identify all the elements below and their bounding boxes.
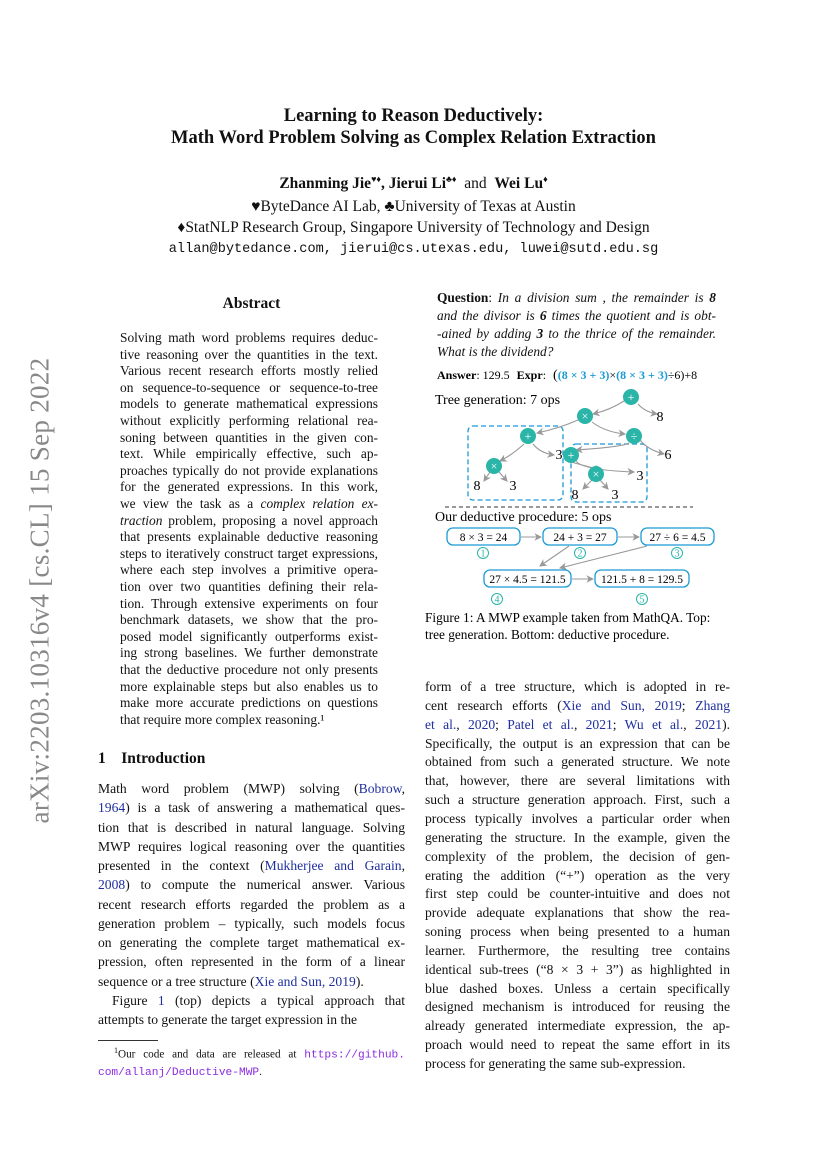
- text-span: on sequence-to-sequence or sequence-to-tree: [120, 379, 378, 395]
- text-span: 8: [709, 290, 716, 305]
- tree-node-left-plus: [520, 428, 536, 444]
- citation-link[interactable]: 2008: [98, 877, 126, 893]
- author-marks: ♣♦: [446, 174, 457, 184]
- text-span: ;: [681, 697, 696, 713]
- text-span: text. While empirically effective, such ap-: [120, 446, 378, 462]
- text-span: models to generate mathematical expressions: [120, 396, 378, 412]
- citation-link[interactable]: Zhang: [695, 697, 730, 713]
- citation-link[interactable]: 2021: [694, 716, 723, 732]
- text-span: soning process when being presented to a human: [425, 924, 730, 940]
- footnote-end: .: [259, 1065, 262, 1078]
- text-span: 6: [539, 308, 547, 323]
- text-span: first step could be counter-intuitive and does not: [425, 886, 730, 902]
- section-number: 1: [98, 750, 106, 767]
- citation-link[interactable]: 2020: [467, 716, 496, 732]
- affiliation-1: ♥ByteDance AI Lab, ♣University of Texas at Austin: [251, 198, 576, 215]
- citation-link[interactable]: et al.: [425, 716, 457, 732]
- deductive-step: [484, 570, 571, 606]
- tree-node-right-plus: [563, 447, 579, 463]
- abstract-heading: Abstract: [222, 295, 281, 312]
- step-number: 5: [639, 594, 645, 606]
- text-span: soning between quantities in the given con-: [120, 429, 378, 445]
- expr-highlight-2: (8 × 3 + 3): [616, 368, 668, 382]
- tree-node-right-mul: [588, 466, 604, 482]
- citation-link[interactable]: 1: [157, 992, 165, 1008]
- tree-node-root: [623, 389, 639, 405]
- tree-leaf: 6: [664, 448, 672, 463]
- tree-generation-label: Tree generation: 7 ops: [435, 393, 561, 408]
- svg-text:+: +: [567, 448, 575, 462]
- citation-link[interactable]: Patel et al.: [507, 716, 574, 732]
- text-span: tive reasoning over the quantities in the text.: [120, 346, 378, 362]
- answer-value: : 129.5: [476, 368, 510, 382]
- text-span: pression, often represented in the form of a linear: [98, 954, 405, 970]
- text-span: tion over two quantities defining their rela-: [120, 579, 378, 594]
- citation-link[interactable]: Wu et al.: [624, 716, 684, 732]
- text-span: proaches typically do not provide explanations: [120, 462, 378, 478]
- text-span: where each step involves a primitive opera-: [120, 562, 378, 578]
- text-span: Math word problem (MWP) solving (: [98, 781, 359, 796]
- text-span: -ained by adding: [437, 326, 537, 341]
- section-title: Introduction: [121, 750, 206, 767]
- deductive-label: Our deductive procedure: 5 ops: [435, 510, 612, 525]
- text-span: make more accurate predictions on questions: [120, 695, 378, 711]
- text-span: that presents explainable deductive reasoning: [120, 529, 378, 545]
- text-span: we view the task as a: [120, 496, 261, 511]
- text-span: steps to iteratively construct target expressions,: [120, 545, 378, 561]
- text-span: ing strong baselines. We further demonstrate: [120, 645, 378, 661]
- title-line-1: Learning to Reason Deductively:: [283, 106, 544, 126]
- footnote-text: Our code and data are released at: [118, 1048, 305, 1061]
- answer-label: Answer: [437, 368, 477, 382]
- tree-leaf: 8: [656, 410, 664, 425]
- expr-highlight-1: (8 × 3 + 3): [557, 368, 610, 382]
- text-span: and the divisor is: [437, 308, 540, 323]
- text-span: ,: [456, 716, 468, 732]
- tree-leaf: 3: [611, 488, 619, 503]
- svg-text:×: ×: [592, 467, 600, 481]
- author-marks: ♥♦: [371, 174, 381, 184]
- text-span: attempts to generate the target expression in the: [98, 1012, 358, 1027]
- text-span: ) is a task of answering a mathematical ques-: [125, 800, 405, 816]
- step-number: 1: [480, 548, 486, 560]
- citation-link[interactable]: 2021: [585, 716, 613, 732]
- text-span: (top) depicts a typical approach that: [164, 992, 405, 1008]
- tree-leaf: 8: [571, 488, 579, 503]
- citation-link[interactable]: Xie and Sun, 2019: [561, 697, 682, 713]
- citation-link[interactable]: Mukherjee and Garain: [264, 858, 402, 873]
- text-span: proach would need to repeat the same effort in its: [425, 1037, 730, 1053]
- author-name: Jierui Li: [388, 175, 447, 193]
- text-span: generation problem – typically, such models focus: [98, 915, 405, 931]
- svg-text:×: ×: [581, 409, 589, 423]
- tree-node-mul: [577, 408, 593, 424]
- expr-colon: :: [542, 368, 547, 382]
- text-span: ,: [401, 781, 405, 796]
- text-span: process for generating the same sub-expression.: [425, 1056, 686, 1071]
- svg-text:÷: ÷: [630, 429, 638, 443]
- author-and: and: [464, 175, 487, 193]
- text-span: form of a tree structure, which is adopted in re-: [425, 679, 730, 694]
- text-span: traction: [120, 512, 163, 528]
- figure-caption-line-1: Figure 1: A MWP example taken from MathQA. Top:: [425, 610, 711, 625]
- text-span: MWP requires logical reasoning over the quantities: [98, 838, 405, 854]
- text-span: complex relation ex-: [260, 496, 378, 511]
- figure-caption-line-2: tree generation. Bottom: deductive procedure.: [425, 627, 670, 642]
- author-name: Wei Lu: [494, 175, 544, 193]
- step-expression: 121.5 + 8 = 129.5: [601, 574, 683, 586]
- step-number: 4: [494, 594, 500, 606]
- text-span: ) to compute the numerical answer. Various: [125, 877, 405, 893]
- text-span: recent research efforts regarded the problem as a: [98, 896, 405, 912]
- text-span: benchmark datasets, we show that the pro-: [120, 612, 378, 628]
- text-span: sequence or a tree structure (: [98, 973, 255, 989]
- tree-leaf: 3: [555, 448, 563, 463]
- text-span: Various recent research efforts mostly relied: [120, 363, 378, 379]
- text-span: Figure: [112, 992, 158, 1008]
- text-span: provide adequate explanations that show the rea-: [425, 905, 730, 921]
- text-span: tion that is described in natural language. Solving: [98, 819, 405, 835]
- author-marks: ♦: [543, 174, 548, 184]
- svg-text:+: +: [524, 429, 532, 443]
- author-name: Zhanming Jie: [279, 175, 372, 193]
- text-span: blue dashed boxes. Unless a certain specifically: [425, 980, 730, 996]
- text-span: ,: [683, 716, 695, 732]
- citation-link[interactable]: 1964: [98, 800, 126, 816]
- text-span: :: [488, 290, 498, 305]
- text-span: designed mechanism is introduced for reusing the: [425, 999, 730, 1015]
- tree-node-left-mul: [486, 458, 502, 474]
- text-span: already generated intermediate expression, the ap-: [425, 1018, 730, 1034]
- step-expression: 24 + 3 = 27: [553, 532, 607, 544]
- text-span: obtained from such a generated structure. We note: [425, 754, 730, 770]
- text-span: on generating the complete target mathematical ex-: [98, 935, 405, 950]
- footnote-url[interactable]: https://github.: [304, 1049, 405, 1062]
- step-number: 2: [577, 548, 583, 560]
- step-number: 3: [674, 548, 680, 560]
- expr-label: Expr: [516, 368, 543, 382]
- author-sep: ,: [381, 175, 385, 193]
- tree-leaf: 3: [636, 469, 644, 484]
- text-span: times the quotient and is obt-: [546, 308, 716, 323]
- text-span: such a structure generation approach. First, such a: [425, 792, 730, 808]
- svg-text:×: ×: [490, 459, 498, 473]
- text-span: process typically involves a particular order when: [425, 810, 730, 826]
- step-expression: 27 × 4.5 = 121.5: [489, 574, 566, 586]
- tree-leaf: 3: [509, 479, 517, 494]
- text-span: that, however, there are several limitations with: [425, 773, 730, 789]
- deductive-step: [641, 528, 714, 560]
- text-span: What is the dividend?: [437, 344, 554, 359]
- text-span: learner. Furthermore, the resulting tree contains: [425, 942, 730, 958]
- deductive-step: [543, 528, 617, 560]
- citation-link[interactable]: Xie and Sun, 2019: [254, 973, 356, 989]
- svg-text:+: +: [627, 390, 635, 404]
- author-emails: allan@bytedance.com, jierui@cs.utexas.edu, luwei@sutd.edu.sg: [168, 242, 659, 257]
- title-line-2: Math Word Problem Solving as Complex Relation Extraction: [171, 128, 656, 148]
- text-span: ).: [722, 716, 731, 732]
- text-span: erating the addition (“+”) operation as the very: [425, 867, 730, 883]
- citation-link[interactable]: Bobrow: [358, 781, 402, 796]
- text-span: identical sub-trees (“8 × 3 + 3”) as highlighted in: [425, 961, 730, 977]
- text-span: In a division sum , the remainder is: [497, 290, 710, 305]
- deductive-step: [447, 528, 520, 560]
- text-span: Solving math word problems requires deduc-: [120, 330, 378, 345]
- text-span: that the deductive procedure not only presents: [120, 662, 378, 677]
- affiliation-2: ♦StatNLP Research Group, Singapore University of Technology and Design: [177, 219, 650, 236]
- text-span: Question: [437, 290, 489, 305]
- step-expression: 8 × 3 = 24: [459, 532, 508, 544]
- text-span: that require more complex reasoning.¹: [120, 711, 325, 727]
- deductive-step: [595, 570, 689, 606]
- text-span: presented in the context (: [98, 858, 265, 873]
- text-span: ,: [401, 858, 405, 873]
- text-span: ;: [495, 716, 508, 732]
- tree-leaf: 8: [473, 479, 481, 494]
- arxiv-identifier: arXiv:2203.10316v4 [cs.CL] 15 Sep 2022: [24, 357, 55, 824]
- footnote-mark: 1: [114, 1046, 118, 1055]
- text-span: tion. Through extensive experiments on four: [120, 595, 378, 611]
- step-expression: 27 ÷ 6 = 4.5: [649, 532, 706, 544]
- tree-node-div: [626, 428, 642, 444]
- text-span: to the thrice of the remainder.: [543, 326, 716, 341]
- text-span: problem, proposing a novel approach: [162, 512, 378, 528]
- text-span: cent research efforts (: [425, 697, 562, 713]
- text-span: complexity of the problem, the decision of gen-: [425, 848, 730, 864]
- text-span: ;: [612, 716, 625, 732]
- text-span: more explainable steps but also enables us to: [120, 678, 378, 694]
- text-span: generating the structure. In the example, given the: [425, 829, 730, 845]
- text-span: ).: [355, 973, 364, 989]
- expr-open-paren: (: [553, 368, 558, 383]
- footnote-url-cont[interactable]: com/allanj/Deductive-MWP: [98, 1066, 260, 1079]
- text-span: without explicitly performing relational rea-: [120, 413, 378, 428]
- expr-times: ×: [609, 368, 617, 382]
- text-span: 3: [536, 326, 544, 341]
- text-span: posed model significantly outperforms exist-: [120, 628, 378, 644]
- expr-tail: ÷6)+8: [667, 368, 698, 382]
- text-span: ,: [573, 716, 586, 732]
- text-span: Specifically, the output is an expression that can be: [425, 735, 730, 751]
- text-span: for the generated expressions. In this work,: [120, 479, 378, 495]
- answer-line: [437, 368, 697, 383]
